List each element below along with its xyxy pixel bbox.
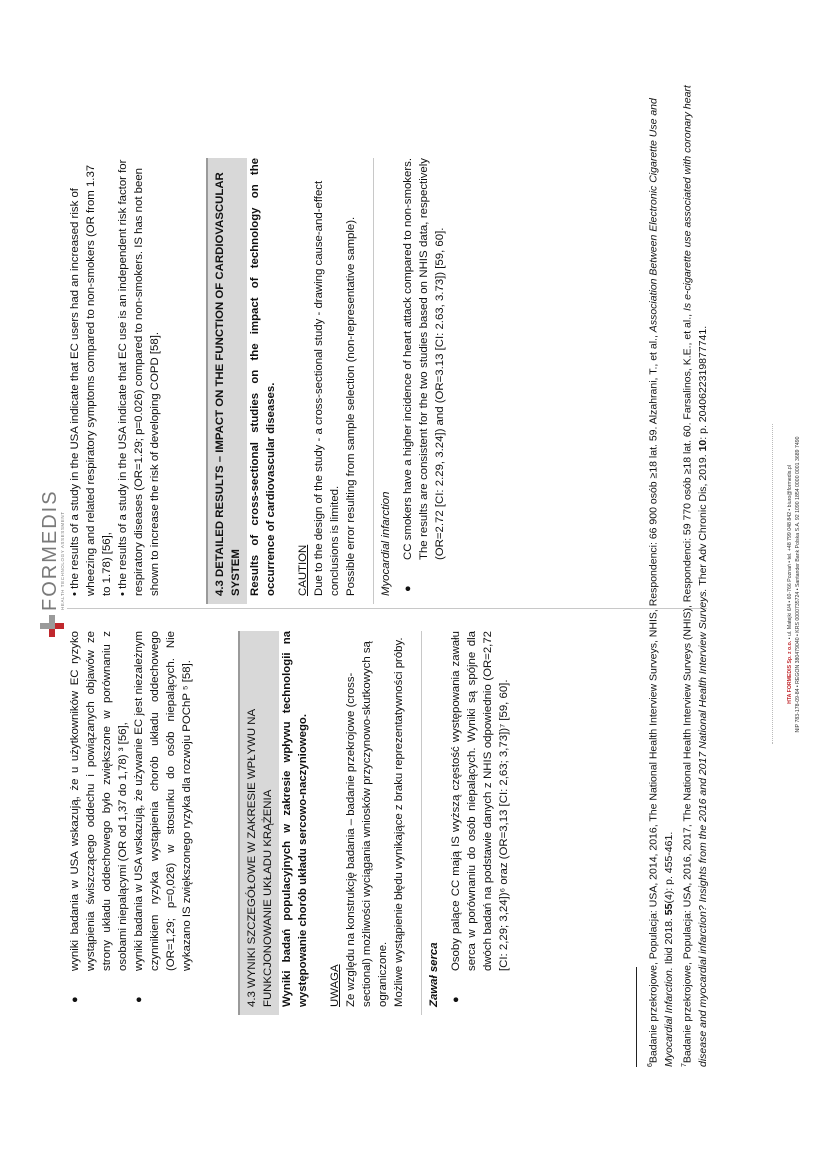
- caution-text-en: Due to the design of the study - a cross-sectional study - drawing cause-and-effect conclusions is limited.: [313, 180, 341, 596]
- list-item: [67, 631, 131, 1007]
- result-wheezing-en: • the results of a study in the USA indicate that EC users had an increased risk of wheezing and related respiratory symptoms compared to non-smokers (OR from 1.37 to 1.78) [56],: [69, 164, 113, 596]
- logo-subtitle: HEALTH TECHNOLOGY ASSESSMENT: [60, 511, 65, 610]
- result-mi-pl: Osoby palące CC mają IS wyższą częstość występowania zawału serca w porównaniu do osób niepalących. Wyniki są spójne dla dwóch badań na podstawie danych z NHIS odpowiednio (OR=2,72 [CI: 2,29; 3,24])⁶ oraz (OR=3,13 [CI: 2,63; 3,73])⁷ [59, 60].: [450, 631, 510, 971]
- address-line-2: NIP 783-178-09-84 • REGON 380479040 • KRS 0000735724 • Santander Bank Polska S.A. 92 1090 1854 0000 0001 3689 7490: [795, 436, 801, 733]
- company-name: HTA FORMEDIS Sp. z o.o.: [787, 640, 793, 704]
- bullet-icon: ●: [450, 996, 462, 1003]
- list-item: [448, 631, 512, 1007]
- footnote-title: Association Between Electronic Cigarette Use and Myocardial Infarction.: [647, 98, 675, 1067]
- bullet-icon: ●: [133, 996, 145, 1003]
- footnote-source: Ibid 2018.: [662, 915, 675, 968]
- caution-text-en-2: Possible error resulting from sample selection (non-representative sample).: [345, 216, 357, 596]
- footnote-marker: 6: [647, 1063, 654, 1067]
- bullet-icon: ●: [69, 996, 81, 1003]
- result-respiratory-en: • the results of a study in the USA indicate that EC use is an independent risk factor for respiratory diseases (OR=1.29; p=0.026) compared to non-smokers. IS has not been shown to increase the risk of developing COPD [58].: [117, 159, 161, 596]
- footnote-pages: (4): p. 455-461.: [662, 831, 675, 904]
- polish-column: [67, 631, 512, 1007]
- result-wheezing-pl: wyniki badania w USA wskazują, że u użytkowników EC ryzyko wystąpienia świszczącego oddechu i powiązanych objawów ze strony układu oddechowego było zwiększone w porównaniu z osobami niepalącymi (OR od 1,37 do 1,78) ³ [56],: [69, 631, 129, 971]
- footnote-authors: Alzahrani, T., et al.,: [647, 332, 660, 425]
- caution-title-pl: UWAGA: [329, 964, 341, 1007]
- cross-logo-icon: [40, 615, 64, 637]
- logo-name: FORMEDIS: [39, 489, 61, 611]
- footnote-text: Badanie przekrojowe, Populacja: USA, 2016, 2017, The National Health Interview Surveys (NHIS), Respondenci: 59 770 osób ≥18 lat. 60.: [681, 419, 694, 1064]
- footnote-volume: 55: [662, 903, 675, 916]
- footnote-text: Badanie przekrojowe, Populacja: USA, 2014, 2016, The National Health Interview Surveys, NHIS, Respondenci: 66 900 osób ≥18 lat. 59.: [647, 424, 660, 1064]
- footnote-7: [677, 67, 711, 1067]
- result-mi-en: CC smokers have a higher incidence of heart attack compared to non-smokers. The results are consistent for the two studies based on NHIS data, respectively (OR=2.72 [CI: 2.29, 3.24]) and (OR=3.13 [CI: 2.63, 3.73]) [59, 60].: [402, 158, 446, 560]
- list-item: [400, 158, 448, 596]
- footnote-pages: : p. 2040622319877741.: [696, 325, 709, 440]
- company-address: [786, 0, 802, 1169]
- footnote-authors: Farsalinos, K.E., et al.,: [681, 311, 694, 420]
- footnotes: [636, 67, 711, 1067]
- subheading-myocardial-en: Myocardial infarction: [380, 491, 392, 596]
- column-separator: [67, 608, 707, 609]
- english-column: [67, 158, 448, 596]
- caution-text-pl-2: Możliwe wystąpienie błędu wynikające z braku reprezentatywności próby.: [393, 637, 405, 1007]
- section-intro-en: Results of cross-sectional studies on the impact of technology on the occurrence of cardiovascular diseases.: [249, 158, 277, 596]
- section-heading-en: 4.3 DETAILED RESULTS – IMPACT ON THE FUNCTION OF CARDIOVASCULAR SYSTEM: [207, 158, 247, 604]
- section-intro-pl: Wyniki badań populacyjnych w zakresie wpływu technologii na występowanie chorób układu sercowo-naczyniowego.: [281, 631, 309, 1007]
- list-item: [131, 631, 195, 1007]
- footnote-title: Is e-cigarette use associated with coronary heart disease and myocardial infarction? Insights from the 2016 and 2017 National Health Interview Surveys.: [681, 85, 709, 1067]
- section-heading-pl: 4.3 WYNIKI SZCZEGÓŁOWE W ZAKRESIE WPŁYWU NA FUNKCJONOWANIE UKŁADU KRĄŻENIA: [239, 631, 279, 1015]
- footnote-6: [643, 67, 677, 1067]
- footnote-volume: 10: [696, 439, 709, 452]
- footer-separator: [772, 424, 773, 744]
- footnote-rule: [636, 967, 637, 1067]
- result-respiratory-pl: wyniki badania w USA wskazują, że używanie EC jest niezależnym czynnikiem ryzyka wystąpienia chorób układu oddechowego (OR=1,29; p=0,026) w stosunku do osób niepalących. Nie wykazano IS zwiększonego ryzyka dla rozwoju POChP ⁵ [58].: [133, 631, 193, 971]
- bullet-icon: ●: [402, 585, 414, 592]
- subheading-myocardial-pl: Zawał serca: [428, 942, 440, 1007]
- footnote-source: Ther Adv Chronic Dis, 2019.: [696, 451, 709, 589]
- caution-text-pl: Ze względu na konstrukcję badania – badanie przekrojowe (cross-sectional) możliwości wyciągania wniosków przyczynowo-skutkowych są ograniczone.: [345, 641, 389, 1007]
- address-line-1: • ul. Matejki 6/4 • 60-766 Poznań • tel. +48 799 048 842 • biuro@formedis.pl: [787, 465, 793, 641]
- footnote-marker: 7: [680, 1063, 688, 1067]
- caution-title-en: CAUTION: [297, 544, 309, 596]
